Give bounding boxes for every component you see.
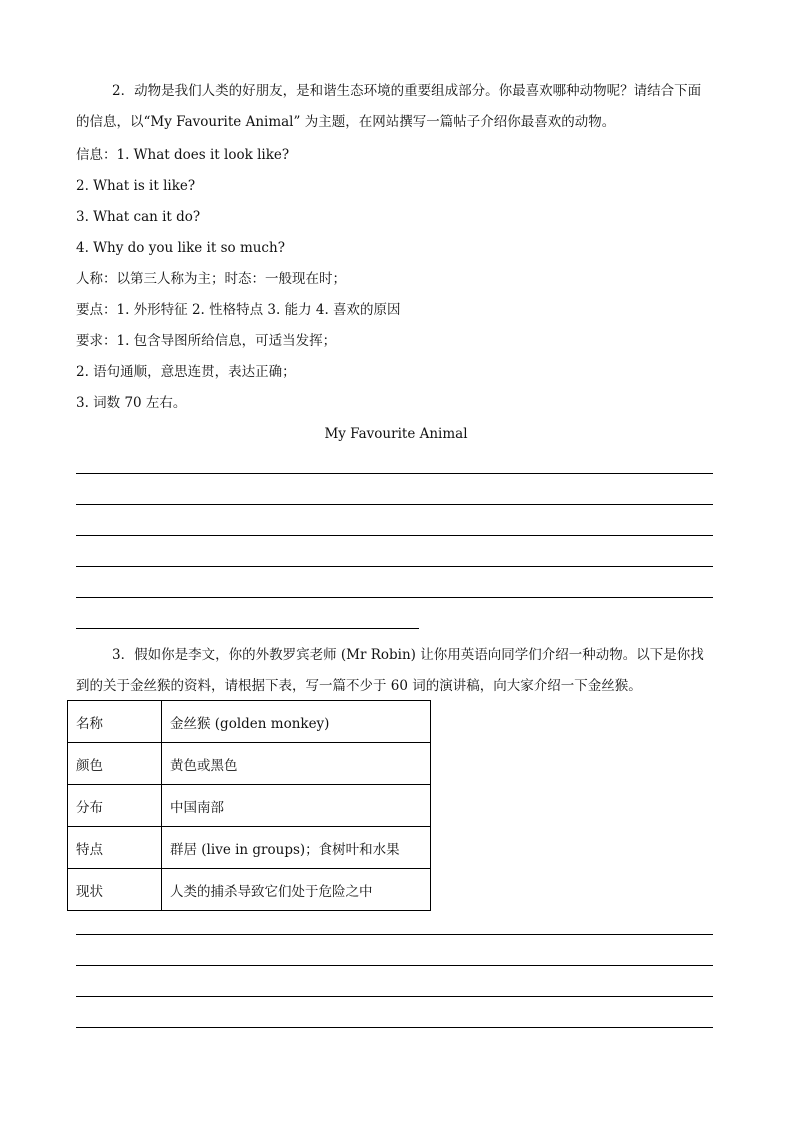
q2-points: 要点：1. 外形特征 2. 性格特点 3. 能力 4. 喜欢的原因 (76, 302, 401, 318)
q2-info-4: 4. Why do you like it so much? (76, 240, 285, 256)
table-row (68, 785, 431, 827)
q2-requirement-2: 2. 语句通顺，意思连贯，表达正确； (76, 364, 296, 380)
q3-writing-line[interactable] (76, 934, 713, 935)
table-row (68, 743, 431, 785)
table-row (68, 701, 431, 743)
q2-writing-line[interactable] (76, 597, 713, 598)
table-cell-key: 颜色 (68, 743, 162, 785)
table-row (68, 869, 431, 911)
q2-writing-line[interactable] (76, 535, 713, 536)
q2-info-1: 信息：1. What does it look like? (76, 147, 290, 163)
table-cell-value: 人类的捕杀导致它们处于危险之中 (162, 869, 431, 911)
q2-intro-line-2: 的信息，以“My Favourite Animal” 为主题，在网站撰写一篇帖子介绍你最喜欢的动物。 (76, 114, 616, 130)
q2-essay-title: My Favourite Animal (324, 426, 468, 442)
table-cell-value: 中国南部 (162, 785, 431, 827)
q2-requirement-1: 要求：1. 包含导图所给信息，可适当发挥； (76, 333, 337, 349)
q2-writing-line[interactable] (76, 504, 713, 505)
table-cell-key: 分布 (68, 785, 162, 827)
q3-intro-line-2: 到的关于金丝猴的资料，请根据下表，写一篇不少于 60 词的演讲稿，向大家介绍一下金丝猴。 (76, 678, 642, 694)
q2-writing-line[interactable] (76, 566, 713, 567)
q3-writing-line[interactable] (76, 996, 713, 997)
table-cell-value: 群居 (live in groups)；食树叶和水果 (162, 827, 431, 869)
table-cell-key: 名称 (68, 701, 162, 743)
q2-info-2: 2. What is it like? (76, 178, 196, 194)
q2-intro-line-1: 2．动物是我们人类的好朋友，是和谐生态环境的重要组成部分。你最喜欢哪种动物呢？请结合下面 (112, 83, 702, 99)
q3-intro-line-1: 3．假如你是李文，你的外教罗宾老师 (Mr Robin) 让你用英语向同学们介绍一种动物。以下是你找 (112, 647, 704, 663)
table-cell-value: 黄色或黑色 (162, 743, 431, 785)
table-cell-key: 现状 (68, 869, 162, 911)
q2-person-tense: 人称：以第三人称为主；时态：一般现在时； (76, 271, 346, 287)
table-cell-value: 金丝猴 (golden monkey) (162, 701, 431, 743)
q3-prompt (76, 640, 716, 702)
q2-writing-line-short[interactable] (76, 628, 419, 629)
golden-monkey-info-table (67, 700, 431, 911)
q2-prompt (76, 76, 716, 138)
table-cell-key: 特点 (68, 827, 162, 869)
q2-requirement-3: 3. 词数 70 左右。 (76, 395, 187, 411)
q3-writing-line[interactable] (76, 1027, 713, 1028)
q2-info-3: 3. What can it do? (76, 209, 201, 225)
q2-writing-line[interactable] (76, 473, 713, 474)
table-row (68, 827, 431, 869)
q3-writing-line[interactable] (76, 965, 713, 966)
